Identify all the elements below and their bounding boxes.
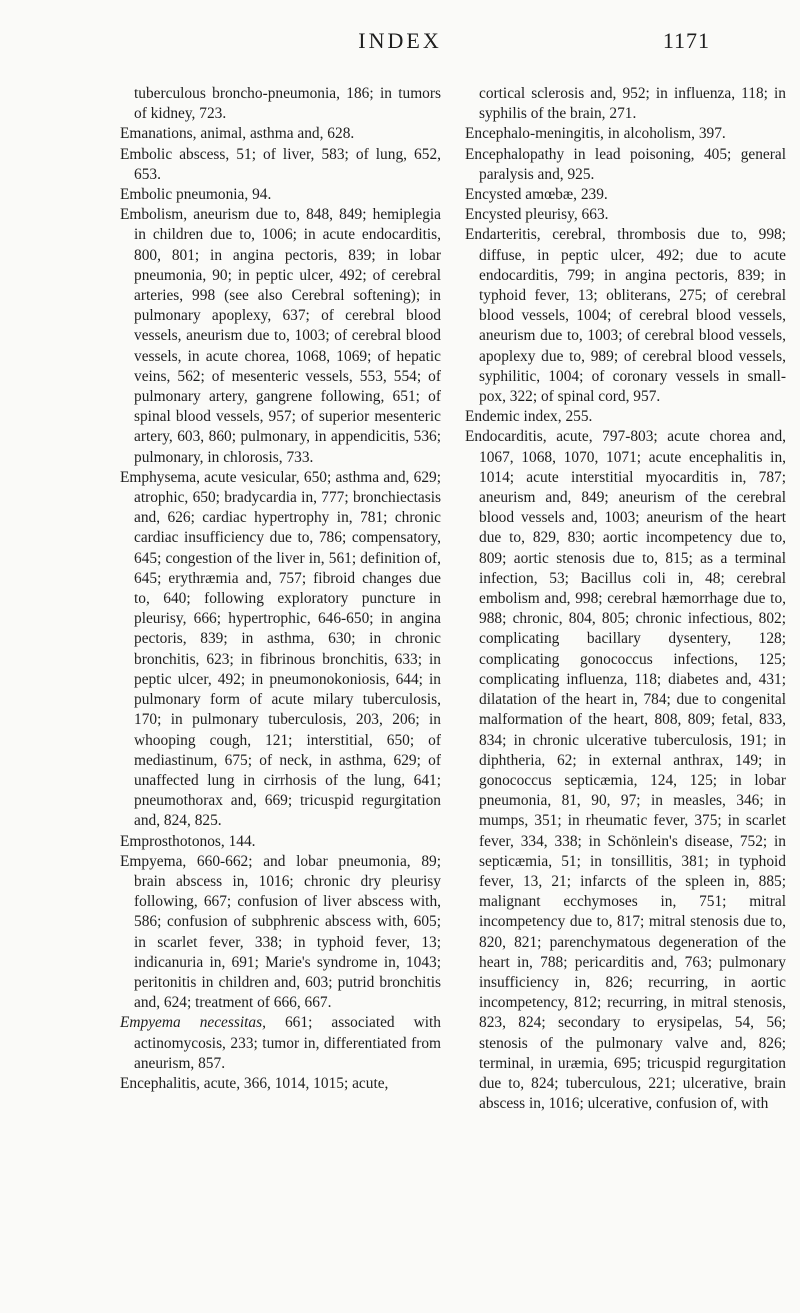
right-column	[465, 84, 786, 1114]
index-entry	[465, 84, 786, 124]
index-entry-heading: Embolism,	[120, 206, 188, 224]
index-entry-heading: Endarteritis,	[465, 226, 541, 244]
index-entry	[465, 225, 786, 407]
index-entry-heading: Empyema necessitas,	[120, 1014, 266, 1032]
page-header	[0, 28, 800, 62]
index-entry	[120, 852, 441, 1014]
index-entry	[465, 124, 786, 144]
index-entry-text: amœbæ, 239.	[521, 186, 608, 204]
index-entry	[120, 84, 441, 124]
index-entry-text: pleurisy, 663.	[521, 206, 609, 224]
index-entry-text: cortical sclerosis and, 952; in influenza, 118; in syphilis of the brain, 271.	[479, 85, 786, 123]
index-entry	[120, 1013, 441, 1074]
index-entry-heading: Embolic	[120, 145, 173, 163]
index-entry	[465, 205, 786, 225]
index-entry-heading: Emanations,	[120, 125, 197, 143]
index-entry-heading: Emprosthotonos,	[120, 832, 225, 850]
index-entry-text: 144.	[224, 832, 256, 850]
index-entry-heading: Empyema,	[120, 852, 187, 870]
index-entry-text: in alcoholism, 397.	[603, 125, 726, 143]
index-entry-text: pneumonia, 94.	[172, 186, 272, 204]
index-entry-heading: Encephalitis,	[120, 1074, 200, 1092]
index-entry	[465, 145, 786, 185]
index-entry	[120, 205, 441, 468]
index-entry-text: aneurism due to, 848, 849; hemiplegia in children due to, 1006; in acute endocarditis, 800, 801; in angina pectoris, 839; in lobar pneumonia, 90; in peptic ulcer, 492; of cerebral arteries, 998 (see also Cerebral softening); in pulmonary apoplexy, 637; of cerebral blood vessels, aneurism due to, 1003; of cerebral blood vessels, in acute chorea, 1068, 1069; of hepatic veins, 562; of mesenteric vessels, 553, 554; of pulmonary artery, gangrene following, 651; of spinal blood vessels, 957; of superior mesenteric artery, 603, 860; pulmonary, in appendicitis, 536; pulmonary, in chlorosis, 733.	[134, 206, 441, 466]
index-entry-text: 661; associated with actinomycosis, 233; tumor in, differentiated from aneurism, 857.	[134, 1014, 441, 1072]
index-entry-text: acute, 797-803; acute chorea and, 1067, 1068, 1070, 1071; acute encephalitis in, 1014; acute interstitial myocarditis in, 787; aneurism and, 849; aneurism of the cerebral blood vessels and, 1003; aneurism of the heart due to, 829, 830; aortic incompetency due to, 809; aortic stenosis due to, 815; as a terminal infection, 53; Bacillus coli in, 48; cerebral embolism and, 998; cerebral hæmorrhage due to, 988; chronic, 804, 805; chronic infectious, 802; complicating bacillary dysentery, 128; complicating gonococcus infections, 125; complicating influenza, 118; diabetes and, 431; dilatation of the heart in, 784; due to congenital malformation of the heart, 808, 809; fetal, 833, 834; in chronic ulcerative tuberculosis, 191; in diphtheria, 62; in external anthrax, 149; in gonococcus septicæmia, 124, 125; in lobar pneumonia, 81, 90, 97; in measles, 346; in mumps, 351; in rheumatic fever, 375; in scarlet fever, 334, 338; in Schönlein's disease, 752; in septicæmia, 51; in tonsillitis, 381; in typhoid fever, 13, 21; infarcts of the spleen in, 885; malignant ecchymoses in, 751; mitral incompetency due to, 817; mitral stenosis due to, 820, 821; parenchymatous degeneration of the heart in, 788; pericarditis and, 763; pulmonary insufficiency in, 826; recurring, in aortic incompetency, 812; recurring, in mitral stenosis, 823, 824; secondary to erysipelas, 54, 56; stenosis of the pulmonary valve and, 826; terminal, in uræmia, 695; tricuspid regurgitation due to, 824; tuberculous, 221; ulcerative, brain abscess in, 1016; ulcerative, confusion of, with	[479, 428, 786, 1113]
running-head: INDEX	[358, 28, 442, 53]
index-entry-text: index, 255.	[519, 408, 593, 426]
index-entry	[120, 1074, 441, 1094]
index-entry-text: cerebral, thrombosis due to, 998; diffuse, in peptic ulcer, 492; due to acute endocarditis, 799; in angina pectoris, 839; in typhoid fever, 13; obliterans, 275; of cerebral blood vessels, 1004; of cerebral blood vessels, aneurism due to, 1003; of cerebral blood vessels, apoplexy due to, 989; of cerebral blood vessels, syphilitic, 1004; of coronary vessels in small-pox, 322; of spinal cord, 957.	[479, 226, 786, 406]
index-entry-text: acute, 366, 1014, 1015; acute,	[199, 1074, 389, 1092]
index-entry-heading: Embolic	[120, 186, 173, 204]
index-entry-heading: Encysted	[465, 206, 522, 224]
index-entry	[120, 832, 441, 852]
index-entry-heading: Emphysema,	[120, 468, 200, 486]
index-entry	[120, 468, 441, 832]
index-entry	[120, 145, 441, 185]
page-number: 1171	[662, 28, 710, 53]
left-column	[120, 84, 441, 1094]
index-entry	[465, 407, 786, 427]
index-entry-heading: Encephalopathy	[465, 145, 565, 163]
index-entry	[465, 185, 786, 205]
index-entry-heading: Encysted	[465, 186, 522, 204]
index-entry-text: 660-662; and lobar pneumonia, 89; brain abscess in, 1016; chronic dry pleurisy following, 667; confusion of liver abscess with, 586; confusion of subphrenic abscess with, 605; in scarlet fever, 338; in typhoid fever, 13; indicanuria in, 691; Marie's syndrome in, 1043; peritonitis in children and, 603; putrid bronchitis and, 624; treatment of 666, 667.	[134, 852, 441, 1012]
index-entry-text: acute vesicular, 650; asthma and, 629; atrophic, 650; bradycardia in, 777; bronchiectasis and, 626; cardiac hypertrophy in, 781; chronic cardiac insufficiency due to, 786; compensatory, 645; congestion of the liver in, 561; definition of, 645; erythræmia and, 757; fibroid changes due to, 640; following exploratory puncture in pleurisy, 666; hypertrophic, 646-650; in angina pectoris, 839; in asthma, 630; in chronic bronchitis, 623; in fibrinous bronchitis, 633; in peptic ulcer, 492; in pneumonokoniosis, 644; in pulmonary form of acute milary tuberculosis, 170; in pulmonary tuberculosis, 203, 206; in whooping cough, 121; interstitial, 650; of mediastinum, 675; of neck, in asthma, 629; of unaffected lung in cirrhosis of the lung, 641; pneumothorax and, 669; tricuspid regurgitation and, 824, 825.	[134, 468, 441, 830]
index-entry-heading: Encephalo-meningitis,	[465, 125, 604, 143]
index-entry-text: tuberculous broncho-pneumonia, 186; in tumors of kidney, 723.	[134, 85, 441, 123]
index-entry	[465, 427, 786, 1114]
index-entry-text: in lead poisoning, 405; general paralysis and, 925.	[479, 145, 786, 183]
index-entry	[120, 185, 441, 205]
index-entry	[120, 124, 441, 144]
index-entry-heading: Endemic	[465, 408, 520, 426]
index-entry-heading: Endocarditis,	[465, 428, 547, 446]
index-entry-text: animal, asthma and, 628.	[196, 125, 355, 143]
index-entry-text: abscess, 51; of liver, 583; of lung, 652, 653.	[134, 145, 441, 183]
